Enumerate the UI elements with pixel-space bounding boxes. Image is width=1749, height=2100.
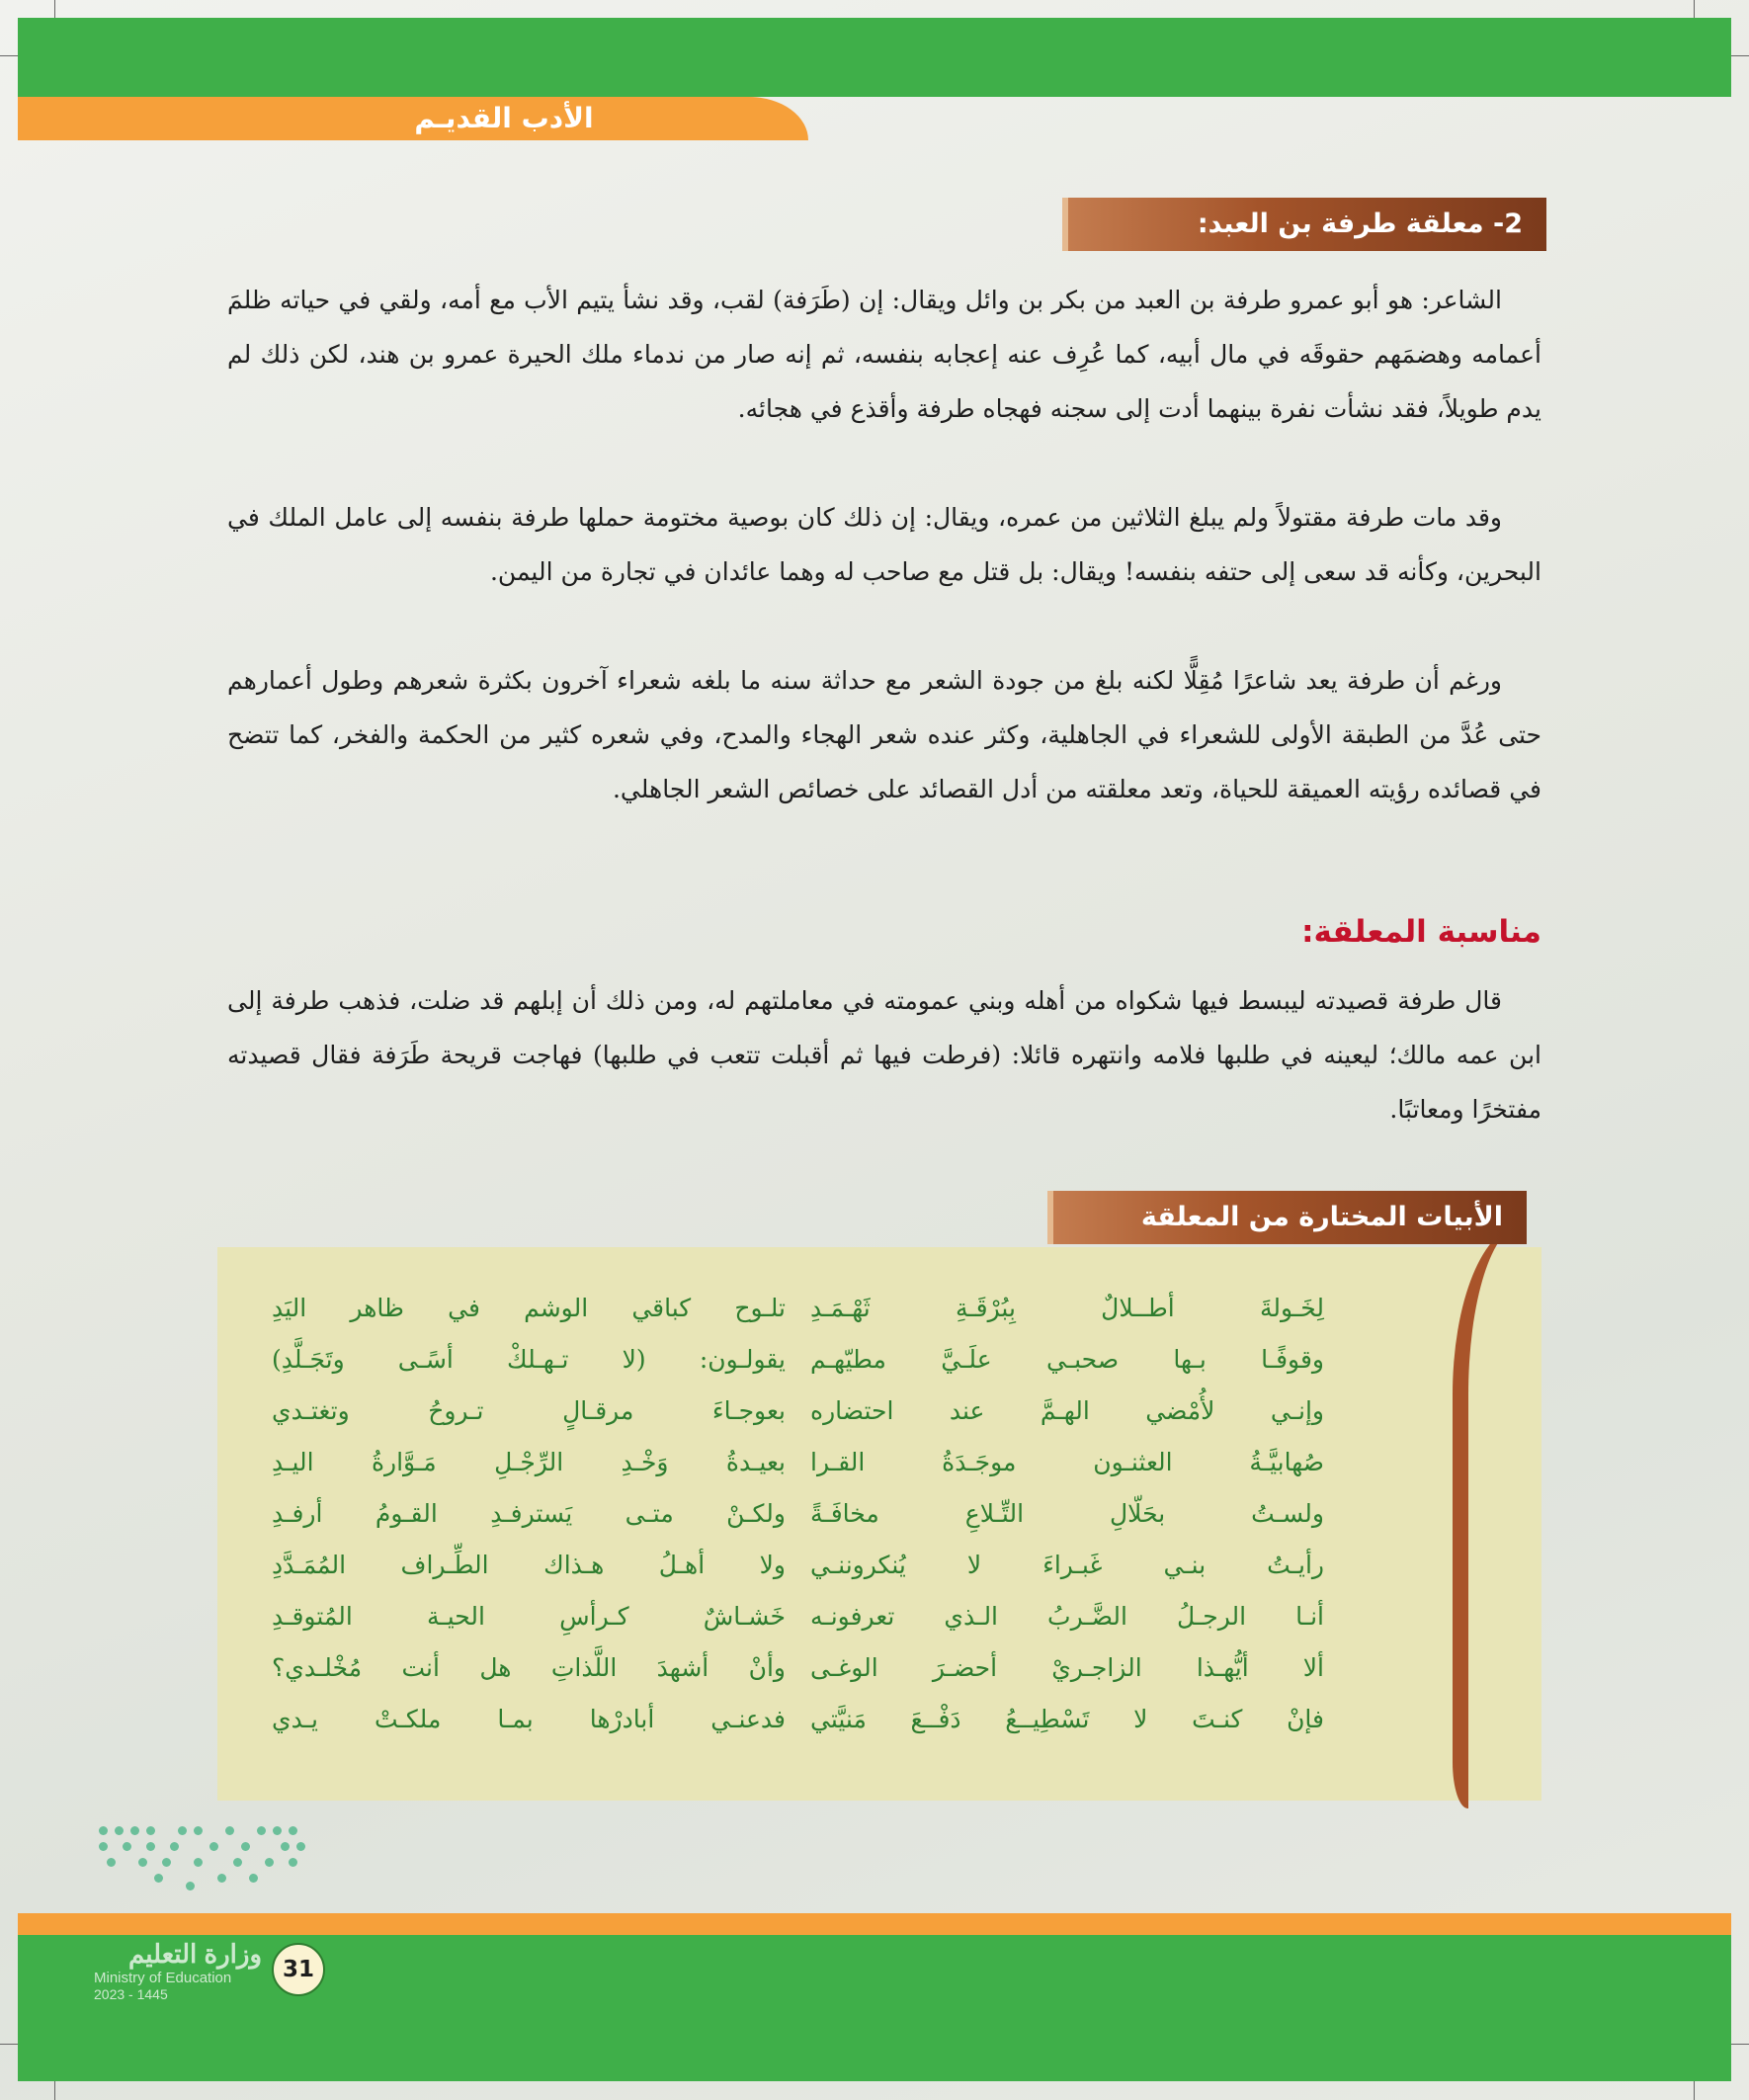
verse-first-hemistich: فإنْ كنـتَ لا تَسْطِيــعُ دَفْــعَ مَنيَّتي: [810, 1705, 1324, 1733]
verse-second-hemistich: فدعنـي أبادرْها بمـا ملكـتْ يـدي: [272, 1705, 786, 1733]
paragraph-poet-style: ورغم أن طرفة يعد شاعرًا مُقِلًّا لكنه بلغ من جودة الشعر مع حداثة سنه ما بلغه شعراء آخرون بكثرة شعرهم وطول أعمارهم حتى عُدَّ من الطبقة الأولى للشعراء في الجاهلية، وكثر عنده شعر الهجاء والمدح، وفي شعره كثير من الحكمة والفخر، كما تتضح في قصائده رؤيته العميقة للحياة، وتعد معلقته من أدل القصائد على خصائص الشعر الجاهلي.: [227, 666, 1541, 803]
ministry-name-english: Ministry of Education: [94, 1970, 232, 1986]
running-title: الأدب القديـم: [414, 102, 594, 134]
paragraph-poet-bio: الشاعر: هو أبو عمرو طرفة بن العبد من بكر بن وائل ويقال: إن (طَرَفة) لقب، وقد نشأ يتيم الأب مع أمه، ولقي في حياته ظلمَ أعمامه وهضمَهم حقوقَه في مال أبيه، كما عُرِف عنه إعجابه بنفسه، ثم إنه صار من ندماء ملك الحيرة عمرو بن هند، لكن ذلك لم يدم طويلاً، فقد نشأت نفرة بينهما أدت إلى سجنه فهجاه طرفة وأقذع في هجائه.: [227, 286, 1541, 423]
verse-first-hemistich: وإنـي لأُمْضي الهـمَّ عند احتضاره: [810, 1396, 1324, 1425]
verse-first-hemistich: ألا أيُّهـذا الزاجـريْ أحضـرَ الوغـى: [810, 1653, 1324, 1682]
verse-second-hemistich: تلـوح كباقي الوشم في ظاهر اليَدِ: [272, 1294, 786, 1322]
verse-second-hemistich: بعوجـاءَ مرقـالٍ تـروحُ وتغتـدي: [272, 1396, 786, 1425]
poem-title: الأبيات المختارة من المعلقة: [1047, 1191, 1527, 1244]
poem-column-second-hemistich: [272, 1283, 786, 1745]
header-green-band: [18, 18, 1731, 97]
verse-second-hemistich: يقولـون: (لا تـهـلكْ أسًـى وتَجَـلَّدِ): [272, 1345, 786, 1374]
verse-first-hemistich: لِخَـولةَ أطــلالٌ بِبُرْقَـةِ ثَهْـمَـدِ: [810, 1294, 1324, 1322]
paragraph-occasion: قال طرفة قصيدته ليبسط فيها شكواه من أهله وبني عمومته في معاملتهم له، ومن ذلك أن إبلهم قد ضلت، فذهب طرفة إلى ابن عمه مالك؛ ليعينه في طلبها فلامه وانتهره قائلا: (فرطت فيها ثم أقبلت تتعب في طلبها) فهاجت قريحة طَرَفة فقال قصيدته مفتخرًا ومعاتبًا.: [227, 986, 1541, 1124]
verse-second-hemistich: ولكـنْ متـى يَسترفـدِ القـومُ أرفـدِ: [272, 1499, 786, 1528]
verse-second-hemistich: وأنْ أشهدَ اللَّذاتِ هل أنت مُخْلـدي؟: [272, 1653, 786, 1682]
edition-year: 2023 - 1445: [94, 1986, 168, 2002]
ministry-watermark: [94, 1939, 262, 2002]
ministry-name-arabic: وزارة التعليم: [127, 1939, 262, 1969]
verse-second-hemistich: بعيـدةُ وَخْـدِ الرِّجْـلِ مَـوَّارةُ اليـدِ: [272, 1448, 786, 1476]
verse-first-hemistich: رأيـتُ بنـي غَبـراءَ لا يُنكروننـي: [810, 1551, 1324, 1579]
section-title: 2- معلقة طرفة بن العبد:: [1062, 198, 1546, 251]
ministry-logo-icon: [99, 1826, 306, 1895]
verse-second-hemistich: ولا أهـلُ هـذاك الطِّـراف المُمَـدَّدِ: [272, 1551, 786, 1579]
footer-orange-band: [18, 1913, 1731, 1935]
verse-first-hemistich: أنـا الرجـلُ الضَّـربُ الـذي تعرفونـه: [810, 1602, 1324, 1631]
occasion-title: مناسبة المعلقة:: [1301, 914, 1541, 950]
poem-decoration: [1453, 1225, 1522, 1808]
verse-first-hemistich: وقوفًـا بـها صحبـي علَـيَّ مطيّهـم: [810, 1345, 1324, 1374]
poem-column-first-hemistich: [810, 1283, 1324, 1745]
verse-second-hemistich: خَشـاشٌ كـرأسِ الحيـة المُتوقـدِ: [272, 1602, 786, 1631]
verse-first-hemistich: صُهابيَّـةُ العثنـون موجَـدَةُ القـرا: [810, 1448, 1324, 1476]
verse-first-hemistich: ولسـتُ بحَلّالِ التِّـلاعِ مخافَـةً: [810, 1499, 1324, 1528]
page-number: 31: [272, 1943, 325, 1996]
paragraph-poet-death: وقد مات طرفة مقتولاً ولم يبلغ الثلاثين من عمره، ويقال: إن ذلك كان بوصية مختومة حملها طرفة بنفسه إلى عامل الملك في البحرين، وكأنه قد سعى إلى حتفه بنفسه! ويقال: بل قتل مع صاحب له وهما عائدان في تجارة من اليمن.: [227, 503, 1541, 586]
